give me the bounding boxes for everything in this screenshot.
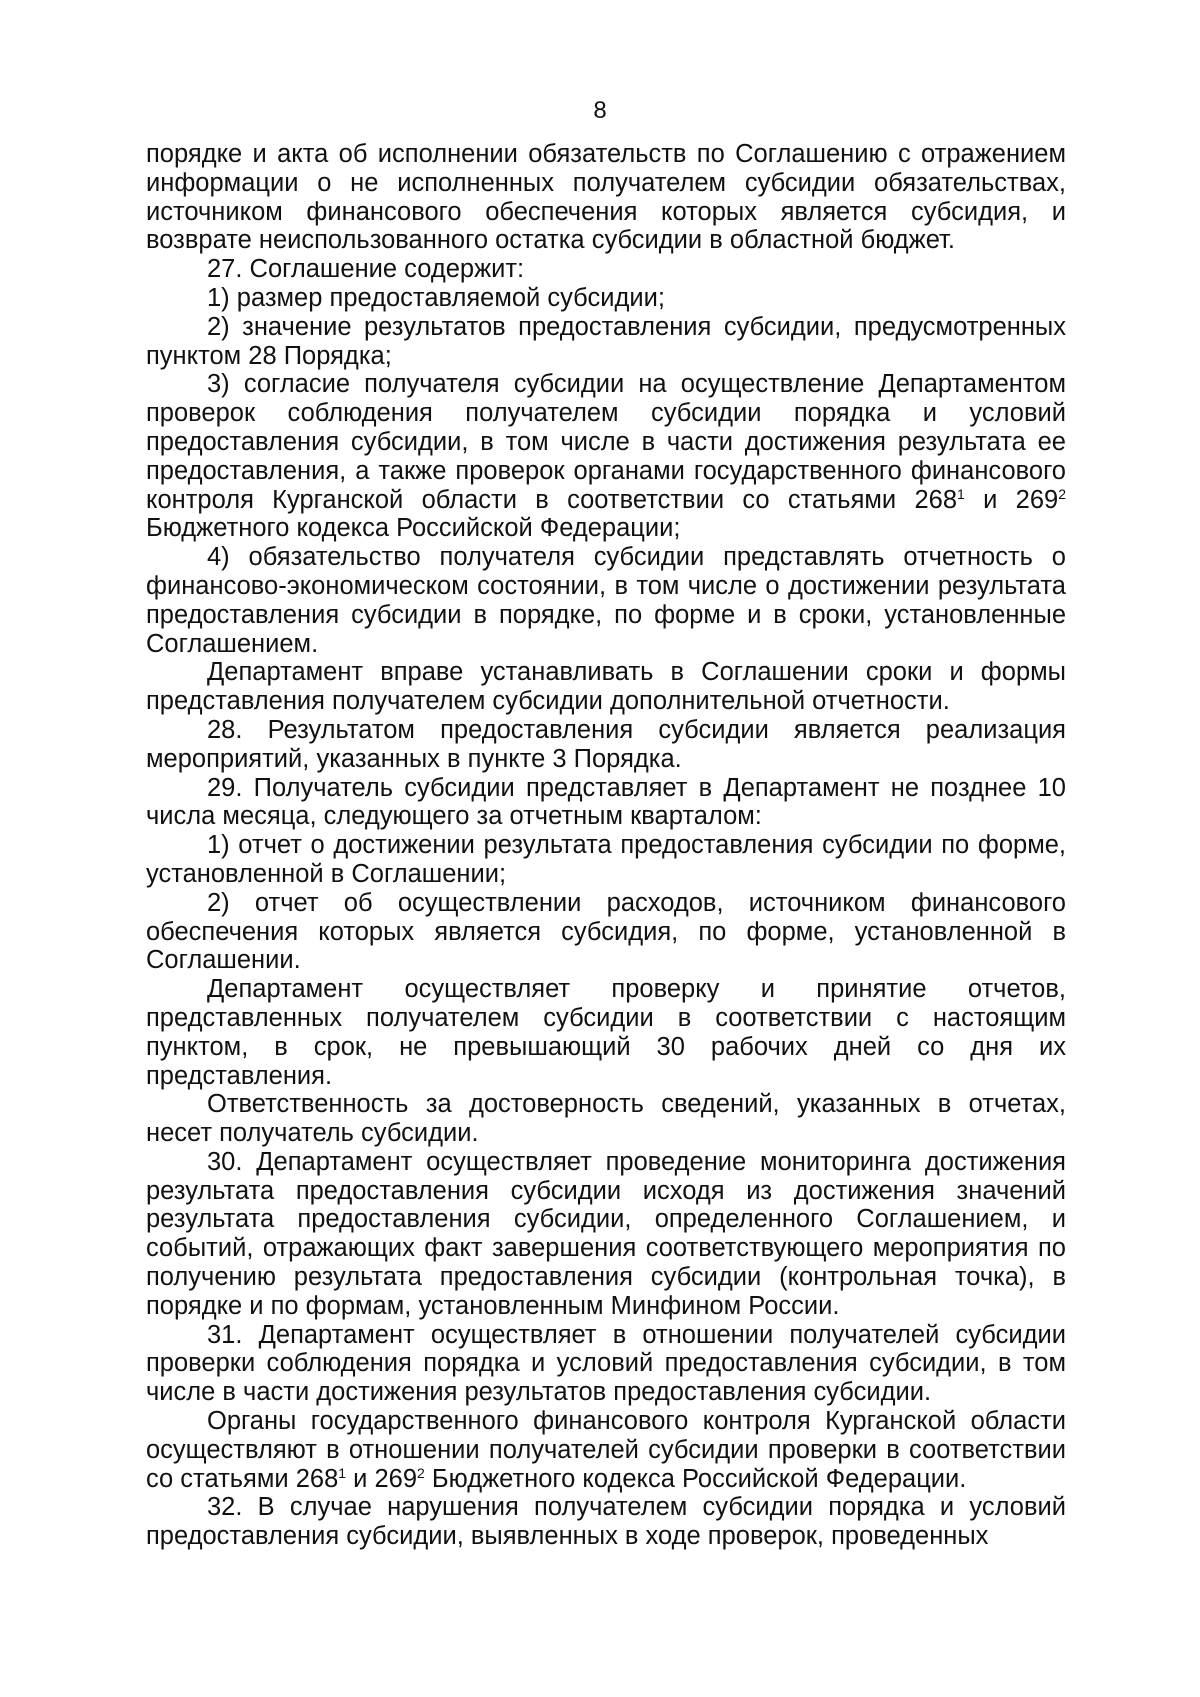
paragraph-text: 3) согласие получателя субсидии на осуществление Департаментом проверок соблюдения получателем субсидии порядка и условий предоставления субсидии, в том числе в части достижения результата ее предоставления, а также проверок органами государственного финансового контроля Курганской области в соответствии со статьями 268 [146, 370, 1066, 514]
paragraph [146, 1321, 1066, 1407]
paragraph-text: 29. Получатель субсидии представляет в Департамент не позднее 10 числа месяца, следующего за отчетным кварталом: [146, 773, 1066, 831]
superscript: 2 [417, 1464, 425, 1481]
paragraph-text: Ответственность за достоверность сведений, указанных в отчетах, несет получатель субсидии. [146, 1090, 1066, 1148]
paragraph [146, 1148, 1066, 1321]
paragraph-text: 32. В случае нарушения получателем субсидии порядка и условий предоставления субсидии, выявленных в ходе проверок, проведенных [146, 1493, 1066, 1551]
paragraph-text: 28. Результатом предоставления субсидии является реализация мероприятий, указанных в пункте 3 Порядка. [146, 715, 1066, 773]
paragraph-text: 2) отчет об осуществлении расходов, источником финансового обеспечения которых является субсидия, по форме, установленной в Соглашении. [146, 888, 1066, 975]
paragraph [146, 831, 1066, 889]
paragraph-text: 1) отчет о достижении результата предоставления субсидии по форме, установленной в Соглашении; [146, 831, 1066, 888]
paragraph [146, 975, 1066, 1090]
paragraph-text: Бюджетного кодекса Российской Федерации; [146, 514, 681, 543]
page-number: 8 [593, 97, 607, 124]
paragraph [146, 284, 1066, 313]
paragraph-text: 31. Департамент осуществляет в отношении получателей субсидии проверки соблюдения порядка и условий предоставления субсидии, в том числе в части достижения результатов предоставления субсидии. [146, 1320, 1066, 1407]
paragraph [146, 543, 1066, 658]
paragraph [146, 658, 1066, 716]
paragraph-text: 2) значение результатов предоставления субсидии, предусмотренных пунктом 28 Порядка; [146, 312, 1066, 370]
paragraph [146, 140, 1066, 255]
superscript: 1 [338, 1464, 347, 1481]
paragraph [146, 774, 1066, 832]
paragraph-text: Департамент вправе устанавливать в Соглашении сроки и формы представления получателем субсидии дополнительной отчетности. [146, 658, 1066, 716]
paragraph-text: порядке и акта об исполнении обязательств по Соглашению с отражением информации о не исполненных получателем субсидии обязательствах, источником финансового обеспечения которых является субсидия, и возврате неиспользованного остатка субсидии в областной бюджет. [146, 140, 1066, 255]
paragraph-text: 30. Департамент осуществляет проведение мониторинга достижения результата предоставления субсидии исходя из достижения значений результата предоставления субсидии, определенного Соглашением, и событий, отражающих факт завершения соответствующего мероприятия по получению результата предоставления субсидии (контрольная точка), в порядке и по формам, установленным Минфином России. [146, 1147, 1066, 1320]
paragraph [146, 1090, 1066, 1148]
paragraph-text: Департамент осуществляет проверку и принятие отчетов, представленных получателем субсидии в соответствии с настоящим пунктом, в срок, не превышающий 30 рабочих дней со дня их представления. [146, 975, 1066, 1090]
paragraph [146, 313, 1066, 371]
paragraph-text: Бюджетного кодекса Российской Федерации. [424, 1464, 967, 1493]
paragraph-text: 4) обязательство получателя субсидии представлять отчетность о финансово-экономическом состоянии, в том числе о достижении результата предоставления субсидии в порядке, по форме и в сроки, установленные Соглашением. [146, 543, 1066, 658]
paragraph [146, 889, 1066, 975]
paragraph-text: и 269 [964, 485, 1059, 514]
superscript: 2 [1058, 485, 1066, 502]
paragraph [146, 1493, 1066, 1551]
superscript: 1 [957, 485, 965, 502]
paragraph [146, 1407, 1066, 1493]
paragraph [146, 370, 1066, 543]
paragraph-text: 27. Соглашение содержит: [207, 255, 525, 284]
paragraph [146, 255, 1066, 284]
paragraph-text: и 269 [346, 1464, 418, 1493]
paragraph-text: 1) размер предоставляемой субсидии; [207, 283, 665, 312]
paragraph-text: Органы государственного финансового контроля Курганской области осуществляют в отношении получателей субсидии проверки в соответствии со статьями 268 [146, 1407, 1066, 1493]
document-body [146, 140, 1066, 1551]
paragraph [146, 716, 1066, 774]
